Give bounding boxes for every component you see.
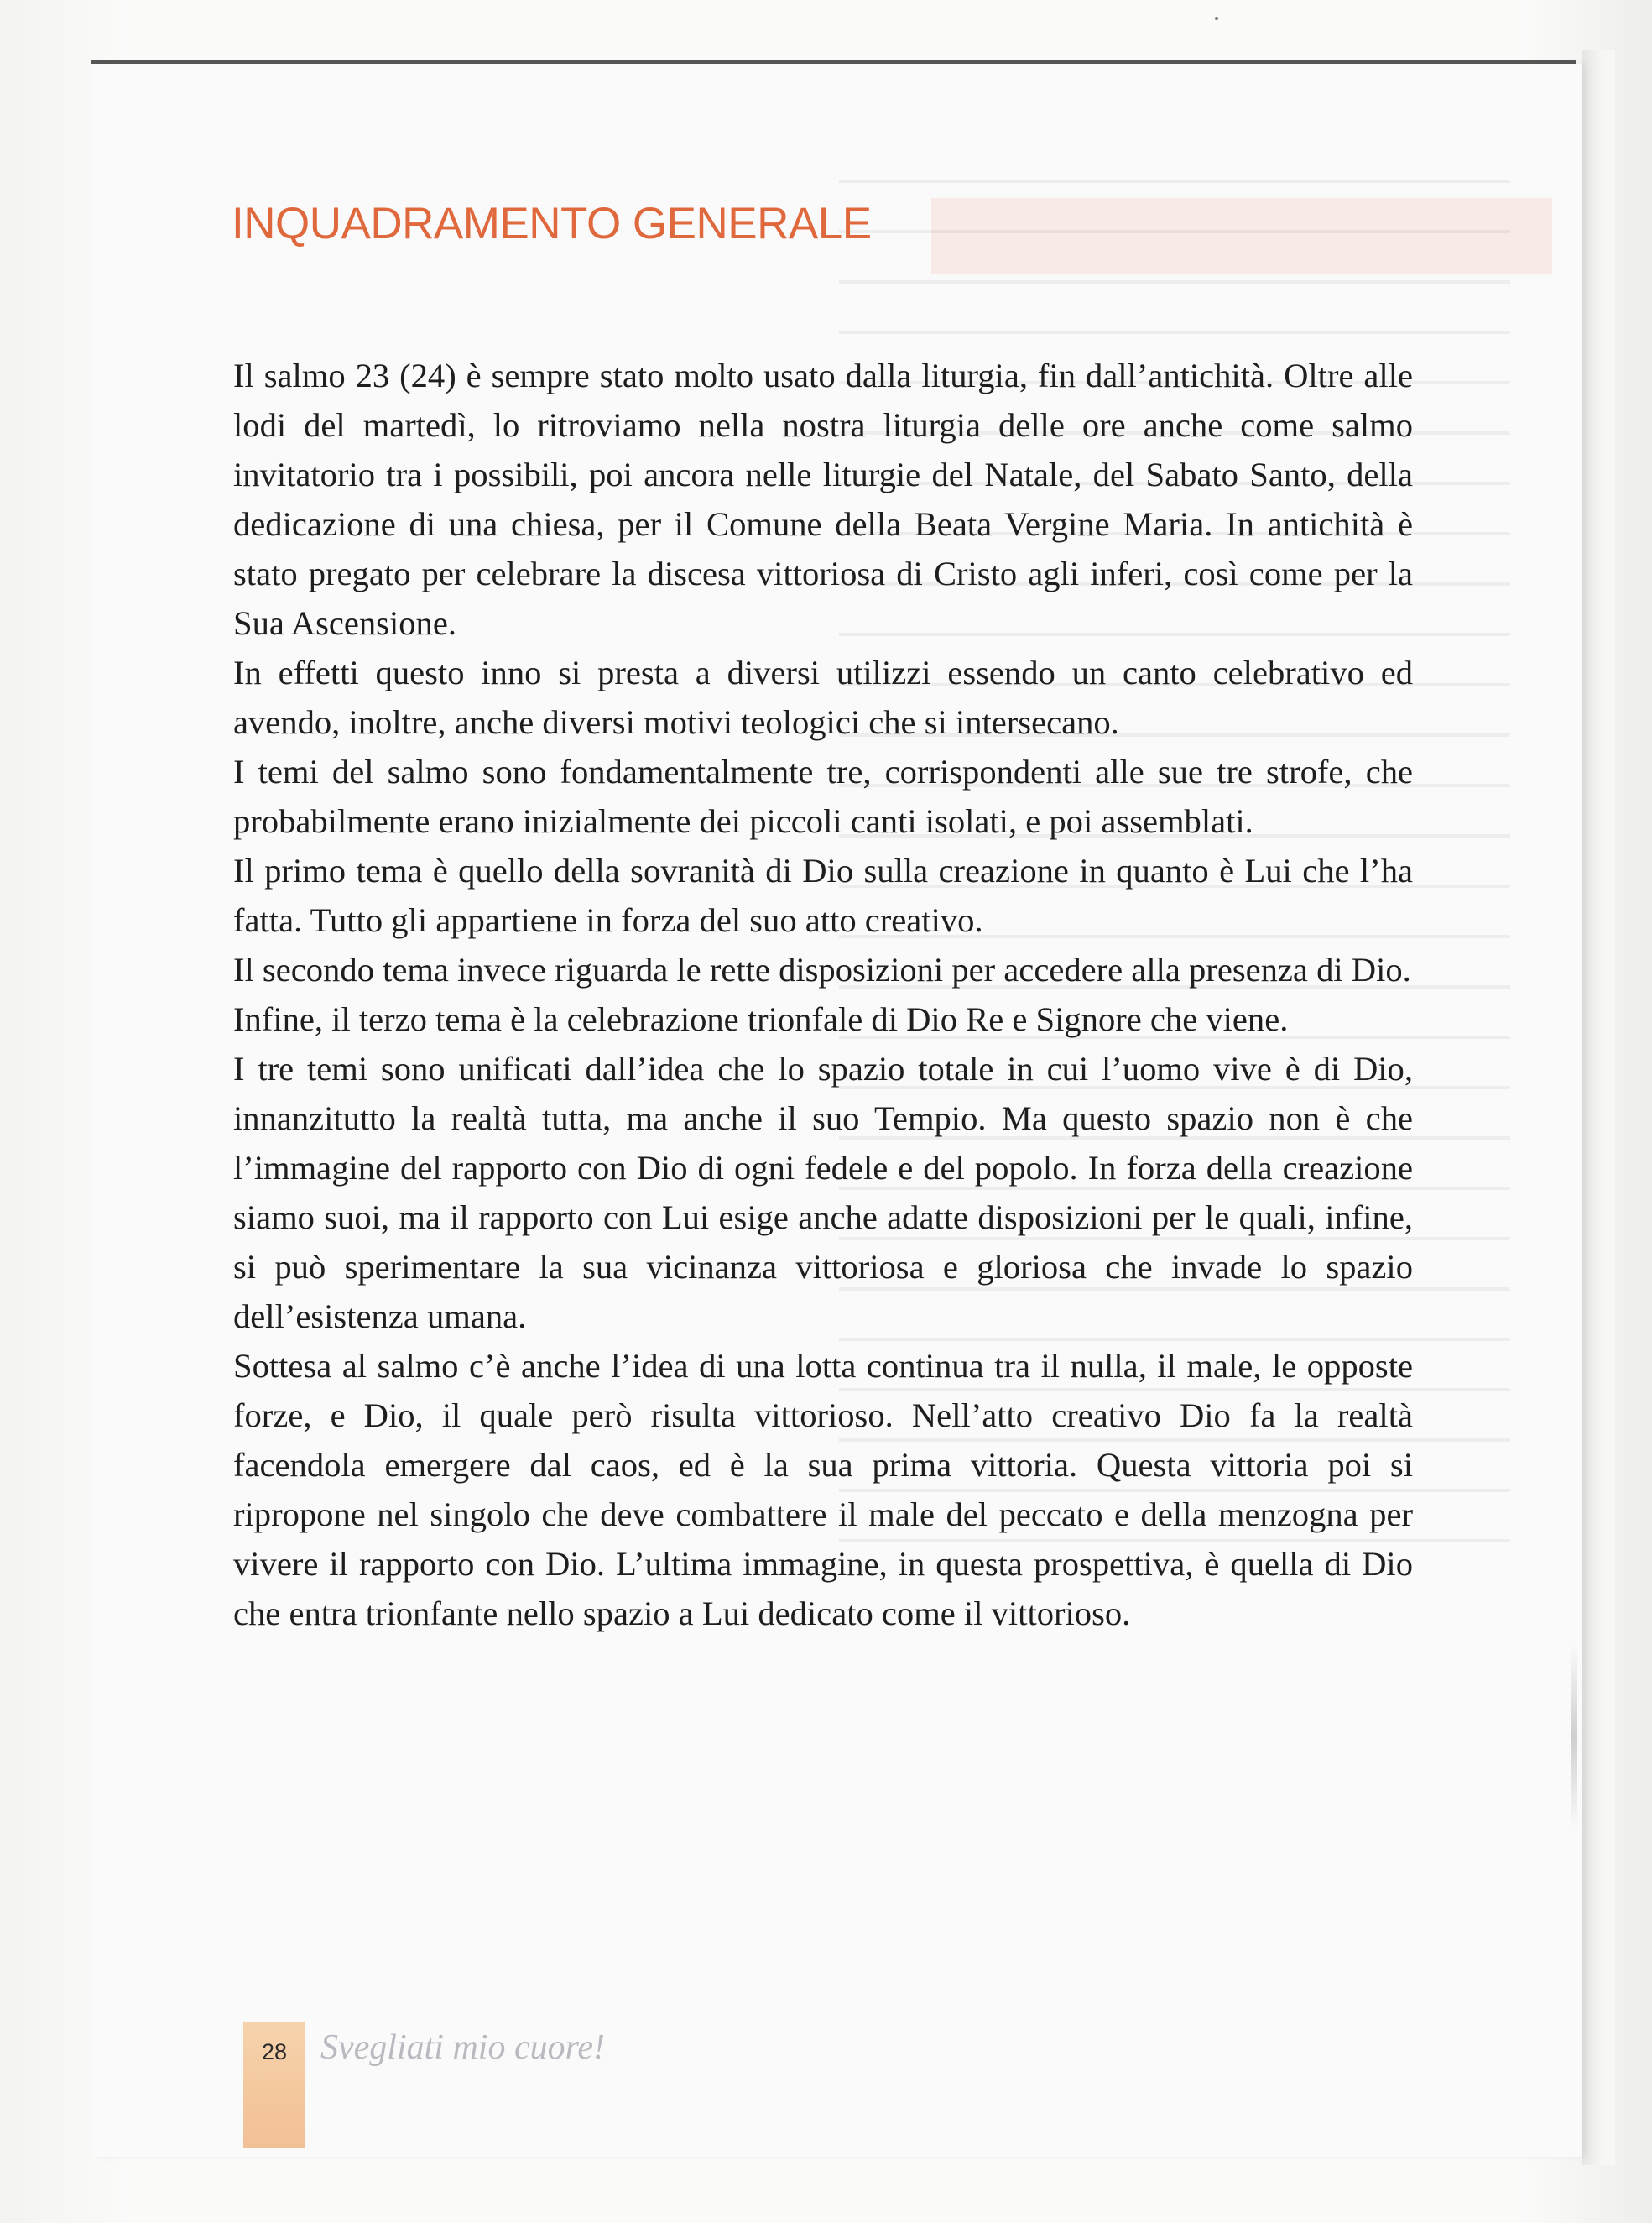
show-through-title — [931, 198, 1552, 274]
section-heading: INQUADRAMENTO GENERALE — [232, 199, 872, 248]
paragraph: Il salmo 23 (24) è sempre stato molto usato dalla liturgia, fin dall’antichità. Oltre alle lodi del martedì, lo ritroviamo nella nostra liturgia delle ore anche come salmo invitatorio tra i possibili, poi ancora nelle liturgie del Natale, del Sabato Santo, della dedicazione di una chiesa, per il Comune della Beata Vergine Maria. In antichità è stato pregato per celebrare la discesa vittoriosa di Cristo agli inferi, così come per la Sua Ascensione. — [233, 357, 1413, 642]
paragraph: In effetti questo inno si presta a diversi utilizzi essendo un canto celebrativo ed avendo, inoltre, anche diversi motivi teologici che si intersecano. — [233, 654, 1413, 741]
paragraph: Sottesa al salmo c’è anche l’idea di una lotta continua tra il nulla, il male, le opposte forze, e Dio, il quale però risulta vittorioso. Nell’atto creativo Dio fa la realtà facendola emergere dal caos, ed è la sua prima vittoria. Questa vittoria poi si ripropone nel singolo che deve combattere il male del peccato e della menzogna per vivere il rapporto con Dio. L’ultima immagine, in questa prospettiva, è quella di Dio che entra trionfante nello spazio a Lui dedicato come il vittorioso. — [233, 1347, 1413, 1632]
body-text — [233, 351, 1413, 1638]
scan-speck — [1215, 17, 1218, 20]
paragraph: I tre temi sono unificati dall’idea che lo spazio totale in cui l’uomo vive è di Dio, innanzitutto la realtà tutta, ma anche il suo Tempio. Ma questo spazio non è che l’immagine del rapporto con Dio di ogni fedele e del popolo. In forza della creazione siamo suoi, ma il rapporto con Lui esige anche adatte disposizioni per le quali, infine, si può sperimentare la sua vicinanza vittoriosa e gloriosa che invade lo spazio dell’esistenza umana. — [233, 1050, 1413, 1335]
page-number: 28 — [261, 2039, 288, 2064]
running-title: Svegliati mio cuore! — [320, 2028, 606, 2067]
paragraph: Il secondo tema invece riguarda le rette disposizioni per accedere alla presenza di Dio. — [233, 951, 1411, 989]
facing-page-edge — [1582, 50, 1615, 2165]
paragraph: Infine, il terzo tema è la celebrazione trionfale di Dio Re e Signore che viene. — [233, 1000, 1289, 1038]
binding-edge-mark — [1571, 1645, 1577, 1829]
paragraph: Il primo tema è quello della sovranità di Dio sulla creazione in quanto è Lui che l’ha fatta. Tutto gli appartiene in forza del suo atto creativo. — [233, 852, 1413, 939]
paragraph: I temi del salmo sono fondamentalmente tre, corrispondenti alle sue tre strofe, che probabilmente erano inizialmente dei piccoli canti isolati, e poi assemblati. — [233, 753, 1413, 840]
